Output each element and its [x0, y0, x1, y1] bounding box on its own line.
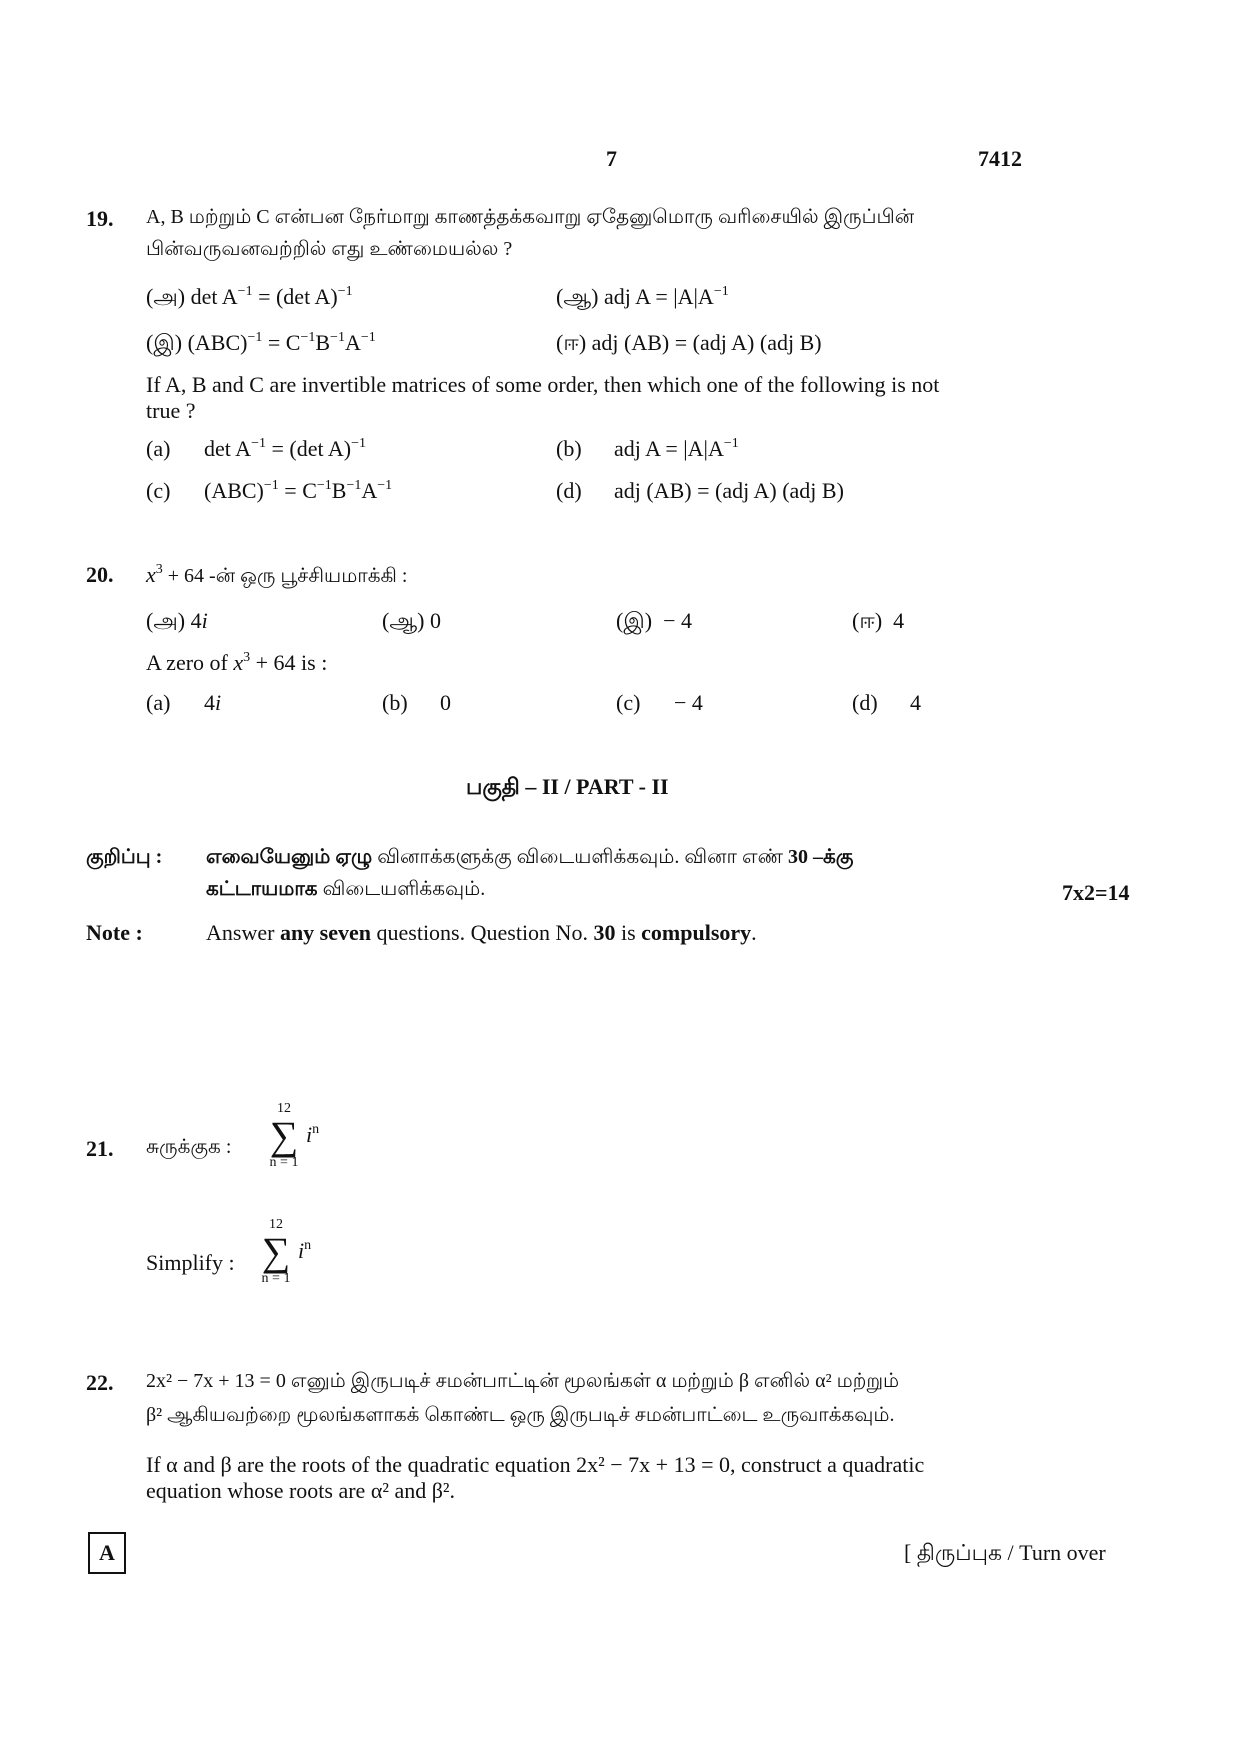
q22-tamil-line2: β² ஆகியவற்றை மூலங்களாகக் கொண்ட ஒரு இருபடிச் சமன்பாட்டை உருவாக்கவும்.	[146, 1404, 895, 1426]
marks: 7x2=14	[1062, 880, 1130, 905]
q20-english-option-c: (c) − 4	[616, 690, 703, 715]
sigma-icon: ∑	[261, 1229, 291, 1274]
page-number: 7	[606, 146, 617, 171]
q21-tamil-term: $i^n$	[306, 1122, 320, 1147]
option-label: (இ)	[616, 608, 653, 633]
q19-english-option-d: (d) adj (AB) = (adj A) (adj B)	[556, 478, 844, 503]
q19-english-line1: If A, B and C are invertible matrices of some order, then which one of the following is not	[146, 372, 940, 397]
q20-english-option-b: (b) 0	[382, 690, 451, 715]
q19-tamil-option-d: (ஈ) adj (AB) = (adj A) (adj B)	[556, 330, 822, 355]
option-label: (ஈ)	[556, 330, 587, 355]
q22-english-line1: If α and β are the roots of the quadratic equation 2x² − 7x + 13 = 0, construct a quadratic	[146, 1452, 925, 1477]
q21-english-label: Simplify :	[146, 1250, 235, 1275]
sigma-icon: ∑	[269, 1113, 299, 1158]
option-label: (d)	[852, 690, 878, 715]
option-label: (இ)	[146, 330, 183, 355]
q20-tamil-option-b: (ஆ) 0	[382, 608, 441, 633]
q20-english-question: A zero of $x^3 + 64$ is :	[146, 650, 328, 675]
q20-tamil-option-d: (ஈ) 4	[852, 608, 905, 633]
option-label: (c)	[616, 690, 641, 715]
q20-english-option-a: (a) 4i	[146, 690, 222, 715]
series-box: A	[88, 1532, 126, 1574]
q19-tamil-option-b: (ஆ) adj $A = |A|A^{-1}$	[556, 284, 729, 309]
option-label: (b)	[382, 690, 408, 715]
note-english: Answer any seven questions. Question No. 30 is compulsory.	[206, 920, 757, 945]
q20-tamil-option-c: (இ) − 4	[616, 608, 692, 633]
q22-number: 22.	[86, 1370, 114, 1395]
part-heading: பகுதி – II / PART - II	[466, 774, 669, 799]
q19-english-option-b: (b) adj $A = |A|A^{-1}$	[556, 436, 739, 461]
q19-english-option-a: (a) $\det A^{-1} = (\det$ A)$^{-1}$	[146, 436, 366, 461]
option-label: (ஆ)	[556, 284, 599, 309]
q21-english-summation: 12 ∑ n = 1	[256, 1218, 296, 1286]
option-label: (ஆ)	[382, 608, 425, 633]
option-label: (ஈ)	[852, 608, 883, 633]
option-label: (c)	[146, 478, 171, 503]
option-label: (அ)	[146, 284, 186, 309]
q19-english-line2: true ?	[146, 398, 196, 423]
note-label-tamil: குறிப்பு :	[86, 846, 163, 868]
q19-tamil-line1: A, B மற்றும் C என்பன நேர்மாறு காணத்தக்கவாறு ஏதேனுமொரு வரிசையில் இருப்பின்	[146, 206, 915, 228]
q19-tamil-option-c: (இ) $(ABC)^{-1} = C^{-1}B^{-1}A^{-1}$	[146, 330, 376, 355]
q19-tamil-line2: பின்வருவனவற்றில் எது உண்மையல்ல ?	[146, 238, 513, 260]
note-label-english: Note :	[86, 920, 143, 945]
q19-number: 19.	[86, 206, 114, 231]
q20-number: 20.	[86, 562, 114, 587]
q22-english-line2: equation whose roots are α² and β².	[146, 1478, 455, 1503]
note-tamil-line2: கட்டாயமாக விடையளிக்கவும்.	[206, 878, 486, 900]
option-label: (a)	[146, 690, 171, 715]
q19-tamil-option-a: (அ) $\det A^{-1} = (\det$ A)$^{-1}$	[146, 284, 353, 309]
option-label: (d)	[556, 478, 582, 503]
option-label: (a)	[146, 436, 171, 461]
q19-english-option-c: (c) $(ABC)^{-1} = C^{-1}B^{-1}A^{-1}$	[146, 478, 393, 503]
q20-tamil-question: $x^3 + 64$ -ன் ஒரு பூச்சியமாக்கி :	[146, 562, 408, 587]
q21-tamil-label: சுருக்குக :	[146, 1136, 232, 1158]
q21-tamil-summation: 12 ∑ n = 1	[264, 1102, 304, 1170]
option-label: (அ)	[146, 608, 186, 633]
turn-over: [ திருப்புக / Turn over	[904, 1540, 1106, 1565]
paper-code: 7412	[978, 146, 1022, 171]
q21-english-term: $i^n$	[298, 1238, 312, 1263]
q22-tamil-line1: 2x² − 7x + 13 = 0 எனும் இருபடிச் சமன்பாட்டின் மூலங்கள் α மற்றும் β எனில் α² மற்றும்	[146, 1370, 900, 1392]
option-label: (b)	[556, 436, 582, 461]
q20-english-option-d: (d) 4	[852, 690, 921, 715]
q20-tamil-option-a: (அ) 4i	[146, 608, 208, 633]
note-tamil-line1: எவையேனும் ஏழு வினாக்களுக்கு விடையளிக்கவும். வினா எண் 30 –க்கு	[206, 846, 854, 868]
q21-number: 21.	[86, 1136, 114, 1161]
